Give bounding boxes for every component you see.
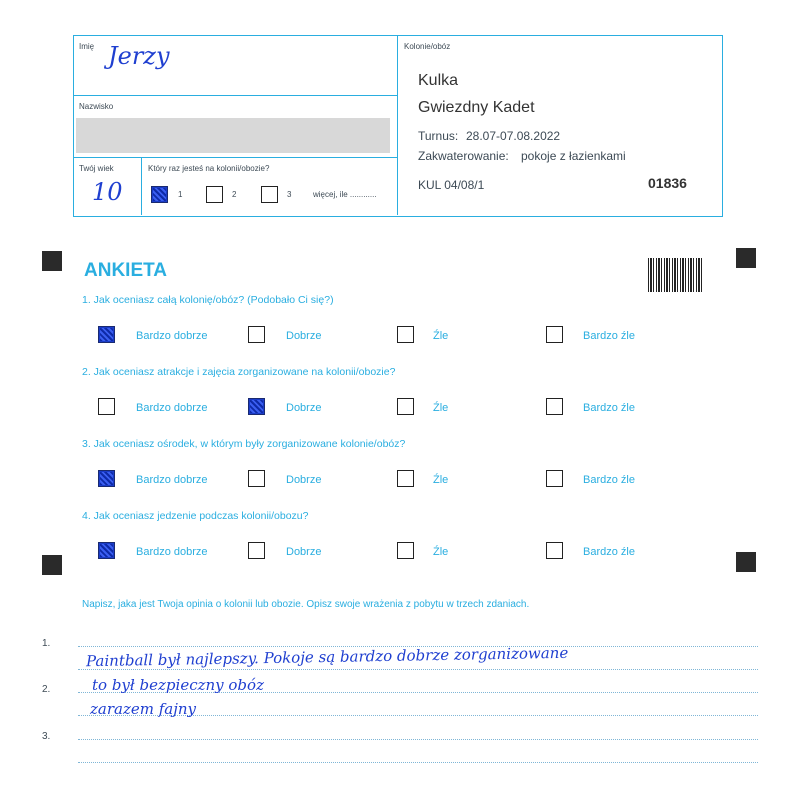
ktory-raz-opt3: 3 xyxy=(287,190,292,199)
answer-line-3a xyxy=(78,739,758,740)
turnus-value: 28.07-07.08.2022 xyxy=(466,129,561,143)
question-2-option-label-3: Źle xyxy=(433,402,449,414)
registration-marker-bottom-right xyxy=(736,552,756,572)
zakwaterowanie-label: Zakwaterowanie: xyxy=(418,149,509,163)
question-1-option-label-4: Bardzo źle xyxy=(583,330,635,342)
wiecej-label: więcej, ile ............ xyxy=(313,190,377,199)
question-1-checkbox-3[interactable] xyxy=(397,326,414,343)
nazwisko-label: Nazwisko xyxy=(79,102,114,111)
registration-marker-top-right xyxy=(736,248,756,268)
line-number-3: 3. xyxy=(42,731,51,742)
ktory-raz-checkbox-1[interactable] xyxy=(151,186,168,203)
question-3-checkbox-1[interactable] xyxy=(98,470,115,487)
registration-marker-top-left xyxy=(42,251,62,271)
nazwisko-redacted xyxy=(76,118,390,153)
question-4-option-label-2: Dobrze xyxy=(286,546,322,558)
handwriting-line-3: zarazem fajny xyxy=(90,700,197,718)
question-3-option-label-2: Dobrze xyxy=(286,474,322,486)
question-1-checkbox-1[interactable] xyxy=(98,326,115,343)
kolonia-code: KUL 04/08/1 xyxy=(418,178,485,192)
ktory-raz-opt2: 2 xyxy=(232,190,237,199)
question-4-checkbox-2[interactable] xyxy=(248,542,265,559)
wiek-value: 10 xyxy=(92,178,123,206)
question-1-checkbox-2[interactable] xyxy=(248,326,265,343)
header-divider-1 xyxy=(73,95,398,96)
question-3-option-label-4: Bardzo źle xyxy=(583,474,635,486)
question-2-option-label-2: Dobrze xyxy=(286,402,322,414)
opinion-prompt: Napisz, jaka jest Twoja opinia o kolonii lub obozie. Opisz swoje wrażenia z pobytu w trzech zdaniach. xyxy=(82,599,530,610)
ktory-raz-opt1: 1 xyxy=(178,190,183,199)
question-3-option-label-3: Źle xyxy=(433,474,449,486)
question-2-checkbox-4[interactable] xyxy=(546,398,563,415)
zakwaterowanie-value: pokoje z łazienkami xyxy=(521,149,626,163)
question-1-text: 1. Jak oceniasz całą kolonię/obóz? (Podobało Ci się?) xyxy=(82,294,334,306)
answer-line-1b xyxy=(78,669,758,670)
question-3-checkbox-4[interactable] xyxy=(546,470,563,487)
survey-title: ANKIETA xyxy=(84,260,168,281)
question-1-option-label-3: Źle xyxy=(433,330,449,342)
question-4-option-label-3: Źle xyxy=(433,546,449,558)
question-1-option-label-1: Bardzo dobrze xyxy=(136,330,208,342)
imie-value: Jerzy xyxy=(108,42,170,70)
question-2-checkbox-2[interactable] xyxy=(248,398,265,415)
header-divider-2 xyxy=(73,157,398,158)
wiek-label: Twój wiek xyxy=(79,164,114,173)
question-4-checkbox-1[interactable] xyxy=(98,542,115,559)
answer-line-3b xyxy=(78,762,758,763)
handwriting-line-1: Paintball był najlepszy. Pokoje są bardzo dobrze zorganizowane xyxy=(85,643,569,671)
question-3-option-label-1: Bardzo dobrze xyxy=(136,474,208,486)
line-number-2: 2. xyxy=(42,684,51,695)
question-4-option-label-1: Bardzo dobrze xyxy=(136,546,208,558)
question-3-checkbox-2[interactable] xyxy=(248,470,265,487)
question-2-checkbox-3[interactable] xyxy=(397,398,414,415)
question-4-checkbox-4[interactable] xyxy=(546,542,563,559)
question-2-text: 2. Jak oceniasz atrakcje i zajęcia zorganizowane na kolonii/obozie? xyxy=(82,366,396,378)
ktory-raz-checkbox-2[interactable] xyxy=(206,186,223,203)
question-4-option-label-4: Bardzo źle xyxy=(583,546,635,558)
header-divider-vertical xyxy=(397,35,398,215)
question-2-option-label-4: Bardzo źle xyxy=(583,402,635,414)
question-3-checkbox-3[interactable] xyxy=(397,470,414,487)
question-4-text: 4. Jak oceniasz jedzenie podczas kolonii/obozu? xyxy=(82,510,309,522)
kolonia-label: Kolonie/obóz xyxy=(404,42,451,51)
question-1-checkbox-4[interactable] xyxy=(546,326,563,343)
imie-label: Imię xyxy=(79,42,95,51)
form-number: 01836 xyxy=(648,175,687,191)
line-number-1: 1. xyxy=(42,638,51,649)
question-3-text: 3. Jak oceniasz ośrodek, w którym były zorganizowane kolonie/obóz? xyxy=(82,438,406,450)
handwriting-line-2: to był bezpieczny obóz xyxy=(92,676,264,694)
ktory-raz-label: Który raz jesteś na kolonii/obozie? xyxy=(148,164,270,173)
barcode xyxy=(648,258,702,292)
question-2-option-label-1: Bardzo dobrze xyxy=(136,402,208,414)
ktory-raz-checkbox-3[interactable] xyxy=(261,186,278,203)
question-1-option-label-2: Dobrze xyxy=(286,330,322,342)
header-divider-age xyxy=(141,157,142,215)
question-2-checkbox-1[interactable] xyxy=(98,398,115,415)
kolonia-name: Kulka xyxy=(418,72,459,89)
registration-marker-bottom-left xyxy=(42,555,62,575)
kolonia-program: Gwiezdny Kadet xyxy=(418,99,535,116)
question-4-checkbox-3[interactable] xyxy=(397,542,414,559)
turnus-label: Turnus: xyxy=(418,129,459,143)
